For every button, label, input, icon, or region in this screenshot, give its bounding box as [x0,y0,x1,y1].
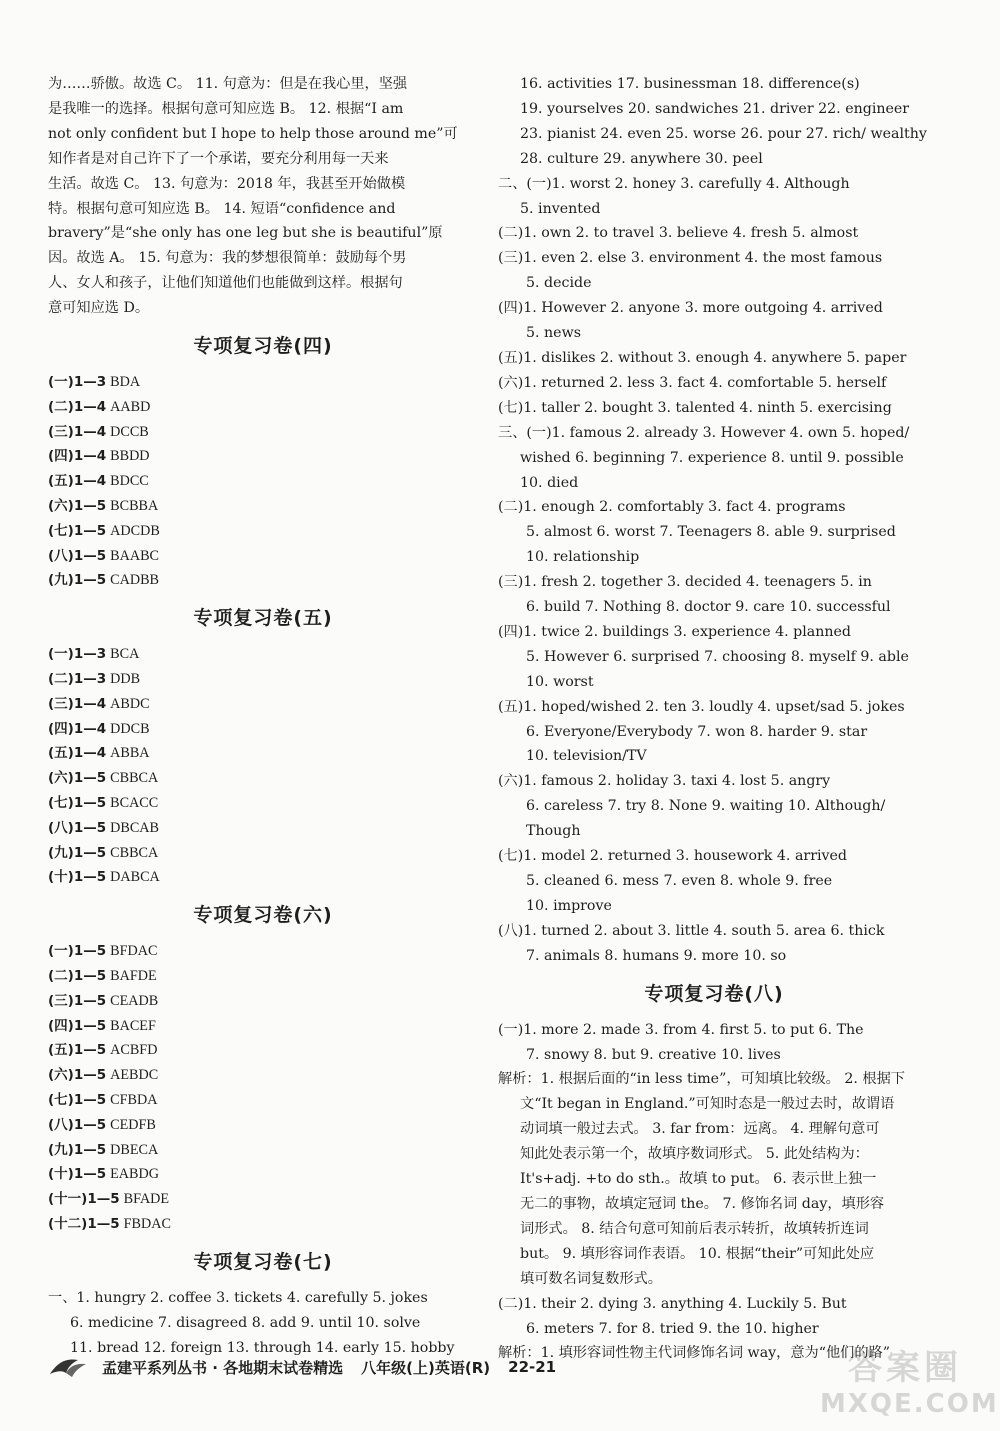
answer-line: (二)1. own 2. to travel 3. believe 4. fresh 5. almost [498,225,859,242]
part-label: (一) [48,646,74,663]
answer-line: 解析：1. 填形容词性物主代词修饰名词 way，意为“他们的路” [498,1345,890,1362]
answer-row [48,1014,478,1039]
answer-key: ABDC [110,695,150,712]
question-range: 1—5 [73,1042,107,1059]
question-range: 1—5 [73,943,107,960]
part-label: (二) [48,671,74,688]
answer-line: (四)1. However 2. anyone 3. more outgoing 4. arrived [498,300,883,317]
question-range: 1—5 [73,522,107,539]
answer-key: CBBCA [110,770,159,787]
part-label: (八) [48,819,74,836]
answer-row [48,420,478,445]
question-range: 1—5 [73,819,107,836]
answer-line: wished 6. beginning 7. experience 8. until 9. possible [520,449,904,466]
question-range: 1—5 [73,1166,107,1183]
book-series-title: 孟建平系列丛书 · 各地期末试卷精选 [102,1358,344,1377]
section-title-7: 专项复习卷(七) [193,1250,333,1273]
answer-line: 6. Everyone/Everybody 7. won 8. harder 9. star [526,723,868,740]
answer-key: CEADB [110,992,159,1009]
answer-key: FBDAC [123,1215,171,1232]
page-number: 22-21 [508,1358,557,1376]
question-range: 1—4 [73,473,107,490]
answer-line: 解析：1. 根据后面的“in less time”，可知填比较级。 2. 根据下 [498,1071,905,1088]
part-label: (七) [48,795,74,812]
answer-row [48,1063,478,1088]
answer-row [48,816,478,841]
answer-key: BCBBA [110,498,159,515]
answer-line: 10. improve [526,897,612,914]
section-7-continued [498,72,930,969]
question-range: 1—4 [73,720,107,737]
intro-line: 为……骄傲。故选 C。 11. 句意为：但是在我心里，坚强 [48,76,408,92]
answer-line: 10. died [520,474,579,491]
answer-key: BBDD [110,448,150,465]
answer-key: DBCAB [110,819,160,836]
answer-line: (三)1. even 2. else 3. environment 4. the most famous [498,250,883,267]
answer-key: BACEF [110,1017,156,1034]
part-label: (十二) [48,1215,88,1232]
answer-key: BFDAC [110,943,158,960]
part-label: (二) [48,398,74,415]
answer-key: EABDG [110,1166,160,1183]
answer-line: 一、1. hungry 2. coffee 3. tickets 4. carefully 5. jokes [48,1289,428,1306]
answer-row [48,1138,478,1163]
part-label: (九) [48,572,74,589]
answer-row [48,494,478,519]
part-label: (二) [48,968,74,984]
part-label: (十) [48,1166,74,1183]
question-range: 1—3 [73,671,107,688]
answer-row [48,1088,478,1113]
answer-line: (七)1. model 2. returned 3. housework 4. arrived [498,848,848,865]
answer-key: DBECA [110,1141,159,1158]
site-watermark [820,1340,999,1420]
question-range: 1—5 [73,572,107,589]
part-label: (三) [48,423,74,440]
answer-key: DABCA [110,869,160,886]
section-title-4: 专项复习卷(四) [193,335,333,358]
answer-row [48,519,478,544]
section-title-6: 专项复习卷(六) [193,904,333,927]
question-range: 1—4 [73,695,107,712]
answer-line: (五)1. hoped/wished 2. ten 3. loudly 4. upset/sad 5. jokes [498,698,905,715]
answer-line: (一)1. more 2. made 3. from 4. first 5. to put 6. The [498,1021,864,1038]
section-6-answers [48,939,478,1237]
part-label: (六) [48,1067,74,1084]
answer-key: CFBDA [110,1091,158,1108]
answer-line: (七)1. taller 2. bought 3. talented 4. ninth 5. exercising [498,399,892,416]
answer-key: CBBCA [110,844,159,861]
answer-key: AEBDC [110,1067,159,1084]
answer-row [48,1038,478,1063]
answer-line: 三、(一)1. famous 2. already 3. However 4. own 5. hoped/ [498,424,910,441]
intro-line: not only confident but I hope to help those around me”可 [48,125,458,142]
answer-row [48,841,478,866]
answer-key: DDCB [110,720,150,737]
answer-line: 10. relationship [526,549,640,566]
answer-row [48,865,478,890]
answer-line: 无二的事物，故填定冠词 the。 7. 修饰名词 day，填形容 [520,1195,885,1212]
answer-line: 6. meters 7. for 8. tried 9. the 10. higher [526,1320,819,1337]
answer-line: (六)1. returned 2. less 3. fact 4. comfortable 5. herself [498,374,887,391]
answer-line: 5. almost 6. worst 7. Teenagers 8. able 9. surprised [526,524,896,541]
answer-line: (二)1. their 2. dying 3. anything 4. Luckily 5. But [498,1295,847,1312]
question-range: 1—4 [73,448,107,465]
question-range: 1—5 [73,992,107,1009]
question-range: 1—5 [87,1191,120,1208]
answer-line: 7. animals 8. humans 9. more 10. so [526,947,787,964]
part-label: (八) [48,1116,74,1133]
intro-line: 特。根据句意可知应选 B。 14. 短语“confidence and [48,200,396,217]
section-7-answers [48,1286,478,1361]
answer-line: 7. snowy 8. but 9. creative 10. lives [526,1046,781,1063]
answer-line: 28. culture 29. anywhere 30. peel [520,150,763,167]
answer-row [48,1187,478,1212]
answer-row [48,964,478,989]
answer-row [48,989,478,1014]
answer-row [48,370,478,395]
part-label: (五) [48,745,74,762]
answer-key: BDA [110,374,141,391]
answer-line: 二、(一)1. worst 2. honey 3. carefully 4. Although [498,175,850,192]
answer-key: BCACC [110,795,159,812]
answer-row [48,667,478,692]
part-label: (五) [48,1042,74,1059]
answer-key: BDCC [110,473,149,490]
intro-line: 生活。故选 C。 13. 句意为：2018 年，我甚至开始做模 [48,175,406,192]
question-range: 1—5 [73,869,107,886]
answer-key: ABBA [110,745,150,762]
answer-line: but。 9. 填形容词作表语。 10. 根据“their”可知此处应 [520,1245,875,1262]
section-5-answers [48,642,478,890]
answer-row [48,692,478,717]
question-range: 1—5 [73,844,107,861]
answer-line: 5. invented [520,200,601,217]
answer-line: 6. medicine 7. disagreed 8. add 9. until 10. solve [70,1314,421,1331]
intro-line: 因。故选 A。 15. 句意为：我的梦想很简单：鼓励每个男 [48,250,407,267]
section-title-5: 专项复习卷(五) [193,607,333,630]
answer-line: (八)1. turned 2. about 3. little 4. south 5. area 6. thick [498,922,885,939]
answer-key: BFADE [123,1191,170,1208]
answer-line: 19. yourselves 20. sandwiches 21. driver 22. engineer [520,100,910,117]
grade-subject: 八年级(上)英语(R) [361,1358,491,1377]
part-label: (三) [48,695,74,712]
answer-key: BAFDE [110,968,157,984]
question-range: 1—4 [73,745,107,762]
answer-line: 6. careless 7. try 8. None 9. waiting 10. Although/ [526,798,886,815]
part-label: (四) [48,720,74,737]
question-range: 1—3 [73,646,107,663]
answer-key: BCA [110,646,140,663]
part-label: (一) [48,374,74,391]
question-range: 1—4 [73,423,107,440]
part-label: (五) [48,473,74,490]
part-label: (八) [48,547,74,564]
question-range: 1—5 [73,1141,107,1158]
answer-row [48,717,478,742]
answer-line: 知此处表示第一个，故填序数词形式。 5. 此处结构为： [520,1146,869,1163]
answer-key: CEDFB [110,1116,156,1133]
intro-line: 人、女人和孩子，让他们知道他们也能做到这样。根据句 [48,275,403,292]
question-range: 1—5 [73,795,107,812]
part-label: (三) [48,992,74,1009]
question-range: 1—5 [73,498,107,515]
section-title-8: 专项复习卷(八) [644,982,784,1005]
part-label: (七) [48,522,74,539]
answer-line: 5. news [526,325,582,342]
answer-line: 动词填一般过去式。 3. far from：远离。 4. 理解句意可 [520,1121,880,1138]
answer-key: DCCB [110,423,149,440]
part-label: (七) [48,1091,74,1108]
intro-line: bravery”是“she only has one leg but she is beautiful”原 [48,225,443,242]
answer-key: BAABC [110,547,160,564]
part-label: (九) [48,844,74,861]
answer-row [48,642,478,667]
question-range: 1—5 [73,968,107,984]
answer-row [48,939,478,964]
question-range: 1—5 [73,1116,107,1133]
question-range: 1—5 [73,547,107,564]
question-range: 1—5 [73,1017,107,1034]
answer-line: Though [526,823,581,840]
part-label: (四) [48,1017,74,1034]
answer-row [48,395,478,420]
answer-line: 词形式。 8. 结合句意可知前后表示转折，故填转折连词 [520,1220,869,1237]
answer-row [48,791,478,816]
answer-line: 23. pianist 24. even 25. worse 26. pour 27. rich/ wealthy [520,125,927,142]
page-footer [48,1352,930,1382]
question-range: 1—3 [73,374,107,391]
part-label: (十一) [48,1191,88,1208]
watermark-bottom-text: MXQE.COM [820,1389,999,1419]
answer-row [48,1162,478,1187]
intro-line: 意可知应选 D。 [48,300,150,317]
question-range: 1—5 [73,1091,107,1108]
answer-line: 5. However 6. surprised 7. choosing 8. myself 9. able [526,648,909,665]
answer-row [48,544,478,569]
part-label: (一) [48,943,74,960]
answer-line: 5. cleaned 6. mess 7. even 8. whole 9. free [526,873,833,889]
answer-row [48,766,478,791]
answer-line: 10. worst [526,673,594,690]
part-label: (六) [48,498,74,515]
section-8-answers [498,1018,930,1367]
answer-line: (五)1. dislikes 2. without 3. enough 4. anywhere 5. paper [498,349,907,366]
answer-row [48,568,478,593]
answer-key: DDB [110,671,141,688]
answer-row [48,1113,478,1138]
answer-row [48,1212,478,1237]
answer-line: It's+adj. +to do sth.。故填 to put。 6. 表示世上独一 [520,1171,877,1188]
section-4-answers [48,370,478,593]
intro-line: 是我唯一的选择。根据句意可知应选 B。 12. 根据“I am [48,100,404,117]
answer-key: ACBFD [110,1042,158,1059]
left-column [48,72,478,1360]
intro-line: 知作者是对自己许下了一个承诺，要充分利用每一天来 [48,150,389,167]
question-range: 1—5 [87,1215,120,1232]
answer-line: (三)1. fresh 2. together 3. decided 4. teenagers 5. in [498,574,872,591]
part-label: (九) [48,1141,74,1158]
answer-line: 10. television/TV [526,748,647,765]
answer-row [48,469,478,494]
part-label: (四) [48,448,74,465]
answer-key: ADCDB [110,522,160,539]
answer-line: 5. decide [526,275,592,292]
question-range: 1—5 [73,770,107,787]
question-range: 1—4 [73,398,107,415]
right-column [498,72,930,1366]
answer-line: 文“It began in England.”可知时态是一般过去时，故谓语 [520,1096,895,1113]
answer-line: 11. bread 12. foreign 13. through 14. early 15. hobby [70,1339,455,1356]
answer-line: 填可数名词复数形式。 [520,1270,662,1287]
part-label: (十) [48,869,74,886]
answer-key: AABD [110,398,151,415]
answer-line: 16. activities 17. businessman 18. difference(s) [520,76,860,92]
part-label: (六) [48,770,74,787]
answer-row [48,741,478,766]
bird-logo-icon [48,1354,88,1380]
answer-line: (四)1. twice 2. buildings 3. experience 4. planned [498,623,852,640]
question-range: 1—5 [73,1067,107,1084]
answer-row [48,444,478,469]
answer-key: CADBB [110,572,160,589]
answer-line: (六)1. famous 2. holiday 3. taxi 4. lost 5. angry [498,773,831,790]
answer-line: 6. build 7. Nothing 8. doctor 9. care 10. successful [526,599,891,616]
watermark-top-text: 答案圈 [848,1348,962,1388]
intro-explanation [48,72,478,321]
answer-line: (二)1. enough 2. comfortably 3. fact 4. programs [498,499,846,516]
